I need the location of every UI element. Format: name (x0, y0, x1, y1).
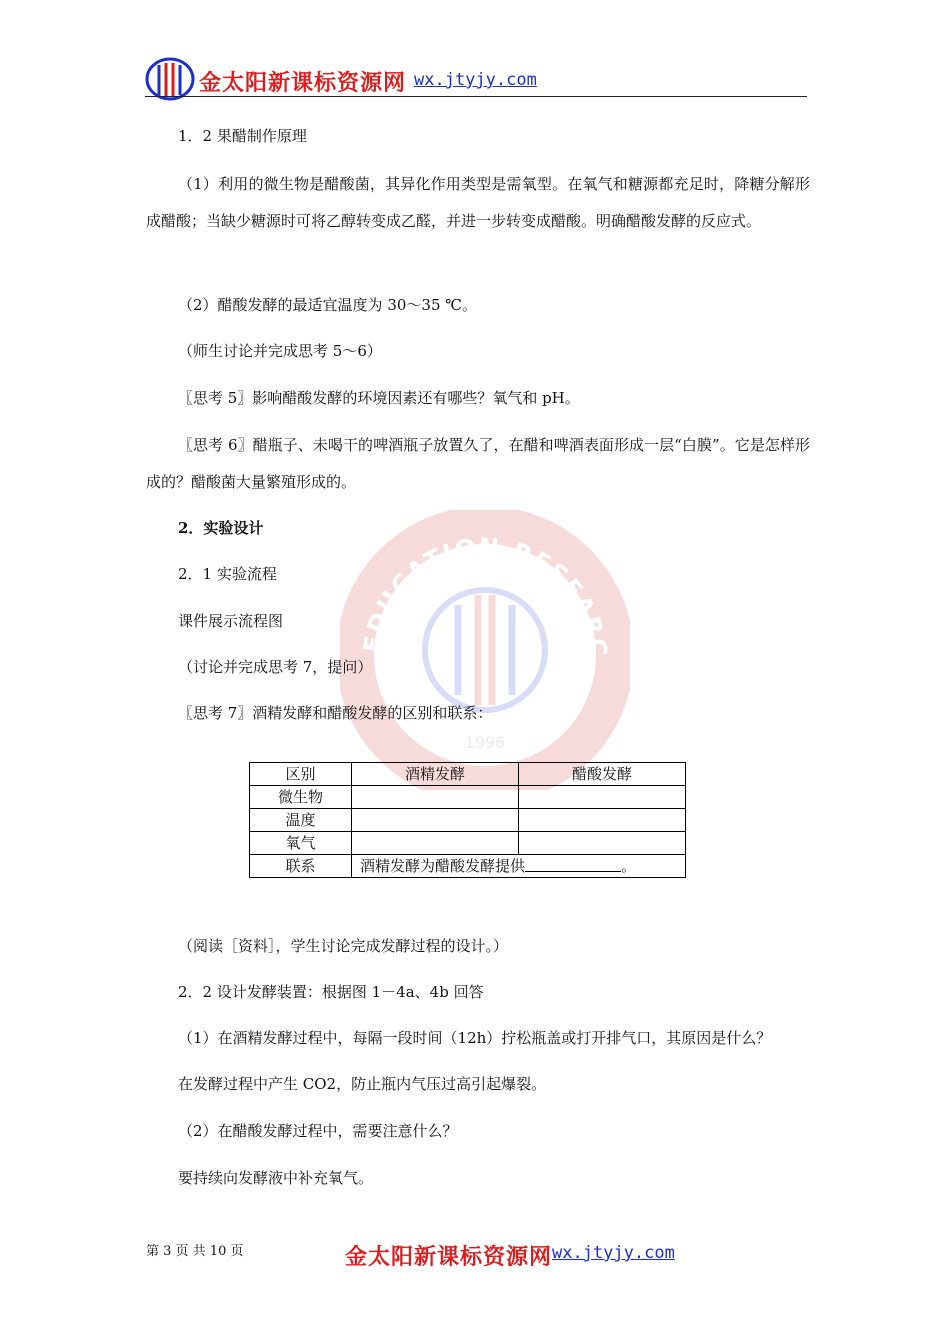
table-row (250, 809, 686, 832)
table-row-label: 氧气 (250, 832, 352, 855)
table-cell (519, 786, 686, 809)
table-row-label: 微生物 (250, 786, 352, 809)
link-text-after: 。 (621, 857, 637, 875)
paragraph-discussion-5-6: （师生讨论并完成思考 5～6） (178, 342, 382, 360)
header-brand: 金太阳新课标资源网 (199, 70, 407, 96)
table-row-label: 温度 (250, 809, 352, 832)
table-row (250, 832, 686, 855)
link-text-before: 酒精发酵为醋酸发酵提供 (360, 857, 526, 875)
header-url-link[interactable]: wx.jtyjy.com (414, 70, 537, 90)
table-header-cell: 区别 (250, 763, 352, 786)
paragraph-think-7: 〖思考 7〗酒精发酵和醋酸发酵的区别和联系： (178, 704, 493, 722)
table-header-cell: 酒精发酵 (352, 763, 519, 786)
table-cell (352, 786, 519, 809)
paragraph-answer-1: 在发酵过程中产生 CO2，防止瓶内气压过高引起爆裂。 (178, 1075, 547, 1093)
fermentation-comparison-table (249, 762, 686, 878)
page-number: 第 3 页 共 10 页 (146, 1244, 244, 1259)
paragraph-reading: （阅读［资料］，学生讨论完成发酵过程的设计。） (178, 937, 509, 955)
site-logo (145, 57, 195, 101)
table-cell (352, 809, 519, 832)
table-header-row (250, 763, 686, 786)
svg-text:EDUCATION RESEARCH INSTITUTE: EDUCATION RESEARC (358, 532, 613, 660)
paragraph-think-6: 〖思考 6〗醋瓶子、未喝干的啤酒瓶子放置久了，在醋和啤酒表面形成一层“白膜”。它是怎样形成的？醋酸菌大量繁殖形成的。 (146, 436, 810, 491)
paragraph-discussion-7: （讨论并完成思考 7，提问） (178, 658, 373, 676)
heading-1-2: 1．2 果醋制作原理 (178, 127, 307, 145)
table-cell (352, 832, 519, 855)
paragraph-answer-2: 要持续向发酵液中补充氧气。 (178, 1169, 374, 1187)
table-row (250, 786, 686, 809)
footer-url-link[interactable]: wx.jtyjy.com (552, 1243, 675, 1263)
paragraph-temperature: （2）醋酸发酵的最适宜温度为 30～35 ℃。 (178, 296, 478, 314)
paragraph-question-1: （1）在酒精发酵过程中，每隔一段时间（12h）拧松瓶盖或打开排气口，其原因是什么？ (178, 1029, 772, 1047)
table-cell (519, 809, 686, 832)
heading-2-2: 2．2 设计发酵装置：根据图 1－4a、4b 回答 (178, 983, 484, 1001)
table-row-link (250, 855, 686, 878)
header-divider (145, 96, 807, 97)
paragraph-microbe: （1）利用的微生物是醋酸菌，其异化作用类型是需氧型。在氧气和糖源都充足时，降糖分解形成醋酸；当缺少糖源时可将乙醇转变成乙醛，并进一步转变成醋酸。明确醋酸发酵的反应式。 (146, 175, 810, 230)
paragraph-think-5: 〖思考 5〗影响醋酸发酵的环境因素还有哪些？氧气和 pH。 (178, 389, 580, 407)
watermark-year: 1996 (464, 733, 506, 752)
table-cell (519, 832, 686, 855)
paragraph-courseware: 课件展示流程图 (178, 612, 284, 630)
fill-in-blank (525, 857, 621, 872)
footer-brand: 金太阳新课标资源网 (345, 1244, 553, 1270)
heading-2-experiment-design: 2．实验设计 (178, 519, 264, 537)
table-row-label: 联系 (250, 855, 352, 878)
paragraph-question-2: （2）在醋酸发酵过程中，需要注意什么？ (178, 1122, 458, 1140)
table-link-cell (352, 855, 686, 878)
heading-2-1: 2．1 实验流程 (178, 565, 277, 583)
table-header-cell: 醋酸发酵 (519, 763, 686, 786)
